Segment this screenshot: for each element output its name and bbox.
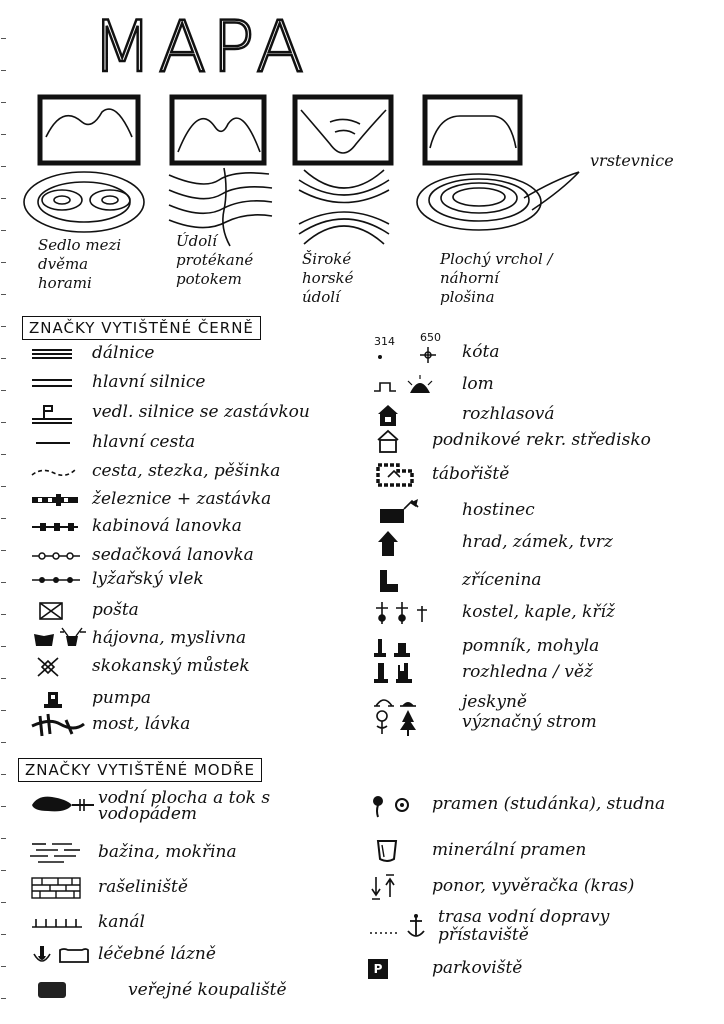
legend-label: pumpa <box>92 688 151 709</box>
legend-row <box>372 428 651 454</box>
legend-label: hájovna, myslivna <box>92 628 247 649</box>
legend-label: bažina, mokřina <box>98 842 237 863</box>
chairlift-icon <box>30 549 84 563</box>
path-icon <box>30 465 80 479</box>
station-icon <box>372 402 412 428</box>
legend-row <box>28 840 237 866</box>
legend-row <box>372 372 494 398</box>
legend-row <box>368 956 522 982</box>
legend-row <box>28 978 287 1004</box>
spa-icon <box>28 942 98 968</box>
ruin-icon <box>372 568 412 594</box>
legend-label: pomník, mohyla <box>462 636 600 657</box>
legend-label: most, lávka <box>92 714 191 735</box>
legend-label: léčebné lázně <box>98 944 216 965</box>
contour-annotation: vrstevnice <box>590 151 674 170</box>
elevation-value: 314 <box>374 335 395 348</box>
legend-label: trasa vodní dopravy přístaviště <box>438 907 610 945</box>
legend-row <box>372 634 599 660</box>
ditch-icon <box>28 913 88 933</box>
section-heading-blue: ZNAČKY VYTIŠTĚNÉ MODŘE <box>18 758 262 782</box>
section-heading-black: ZNAČKY VYTIŠTĚNÉ ČERNĚ <box>22 316 261 340</box>
legend-row <box>30 598 139 624</box>
pump-icon <box>30 688 70 710</box>
legend-row <box>30 514 242 540</box>
elevation-value: 650 <box>420 331 441 344</box>
castle-icon <box>372 528 412 558</box>
legend-row <box>368 906 658 946</box>
legend-label: pošta <box>92 600 139 621</box>
legend-row <box>30 686 151 712</box>
legend-label: dálnice <box>92 343 155 364</box>
swimming-pool-icon <box>28 978 88 1004</box>
legend-row <box>368 838 586 864</box>
legend-label: kóta <box>462 342 500 363</box>
recreation-centre-icon <box>372 428 412 454</box>
caption-valley: Údolí protékané potokem <box>176 232 254 288</box>
legend-label: hrad, zámek, tvrz <box>462 532 613 553</box>
railway-icon <box>30 493 82 507</box>
legend-label: zřícenina <box>462 570 542 591</box>
legend-label: vedl. silnice se zastávkou <box>92 402 310 423</box>
legend-label: skokanský můstek <box>92 656 250 677</box>
legend-row <box>30 400 310 426</box>
legend-label: kanál <box>98 912 145 933</box>
legend-row <box>368 792 665 818</box>
main-road-icon <box>30 376 76 390</box>
parking-icon: P <box>368 959 388 979</box>
peat-bog-icon <box>28 875 88 901</box>
cable-car-icon <box>30 520 82 534</box>
legend-row <box>372 498 535 524</box>
legend-label: kostel, kaple, kříž <box>462 602 615 623</box>
bridge-icon <box>30 712 86 738</box>
legend-label: rozhlasová <box>462 404 555 425</box>
legend-row <box>30 341 154 367</box>
legend-row <box>372 568 542 594</box>
caption-plateau: Plochý vrchol / náhorní plošina <box>440 250 553 306</box>
legend-label: železnice + zastávka <box>92 489 272 510</box>
legend-label: parkoviště <box>432 958 523 979</box>
legend-label: sedačková lanovka <box>92 545 254 566</box>
church-icon <box>372 598 442 628</box>
spring-well-icon <box>368 791 428 819</box>
lookout-tower-icon <box>372 659 432 687</box>
legend-row <box>30 712 190 738</box>
marsh-icon <box>28 840 88 866</box>
page-title: MAPA <box>92 6 310 88</box>
legend-label: hostinec <box>462 500 535 521</box>
legend-row <box>30 567 204 593</box>
sinkhole-icon <box>368 873 418 901</box>
legend-label: hlavní cesta <box>92 432 196 453</box>
margin-ticks <box>0 0 8 1024</box>
legend-row <box>28 790 328 830</box>
legend-row <box>30 370 205 396</box>
legend-label: rozhledna / věž <box>462 662 593 683</box>
legend-row <box>30 543 254 569</box>
legend-label: kabinová lanovka <box>92 516 242 537</box>
caption-wide-valley: Široké horské údolí <box>302 250 354 306</box>
elevation-point-icon <box>372 331 462 369</box>
legend-label: cesta, stezka, pěšinka <box>92 461 281 482</box>
post-office-icon <box>30 600 70 622</box>
mineral-spring-icon <box>368 837 408 865</box>
ski-lift-icon <box>30 573 84 587</box>
legend-row <box>372 600 615 626</box>
inn-icon <box>372 497 432 525</box>
quarry-icon <box>372 373 462 397</box>
legend-row <box>28 875 188 901</box>
legend-row <box>368 874 634 900</box>
legend-row <box>30 430 195 456</box>
legend-row <box>372 462 509 488</box>
legend-label: hlavní silnice <box>92 372 206 393</box>
game-preserve-icon <box>30 626 92 652</box>
campsite-icon <box>372 461 424 489</box>
legend-row <box>30 487 271 513</box>
legend-row <box>30 626 246 652</box>
legend-label: tábořiště <box>432 464 510 485</box>
legend-label: ponor, vyvěračka (kras) <box>432 876 635 897</box>
legend-label: lom <box>462 374 494 395</box>
legend-row <box>28 910 145 936</box>
legend-row <box>372 530 613 556</box>
legend-row <box>372 331 500 366</box>
legend-label: podnikové rekr. středisko <box>432 430 651 451</box>
legend-label: vodní plocha a tok s vodopádem <box>98 788 271 824</box>
water-body-icon <box>28 791 98 819</box>
main-route-icon <box>30 436 76 450</box>
legend-label: veřejné koupaliště <box>128 980 287 1001</box>
legend-row <box>30 459 280 485</box>
road-with-stop-icon <box>30 402 76 424</box>
legend-row <box>28 942 216 968</box>
legend-label: význačný strom <box>462 712 597 733</box>
protected-site-icon <box>30 655 70 679</box>
legend-label: jeskyně <box>462 692 527 713</box>
highway-icon <box>30 347 76 361</box>
legend-label: pramen (studánka), studna <box>432 794 666 815</box>
legend-row <box>372 710 597 736</box>
monument-icon <box>372 633 432 661</box>
caption-saddle: Sedlo mezi dvěma horami <box>38 236 122 292</box>
legend-label: minerální pramen <box>432 840 587 861</box>
notable-tree-icon <box>372 708 432 738</box>
legend-row <box>372 402 555 428</box>
legend-row <box>30 654 250 680</box>
ferry-icon <box>368 911 438 941</box>
legend-label: lyžařský vlek <box>92 569 204 590</box>
legend-label: rašeliniště <box>98 877 188 898</box>
legend-row <box>372 660 593 686</box>
